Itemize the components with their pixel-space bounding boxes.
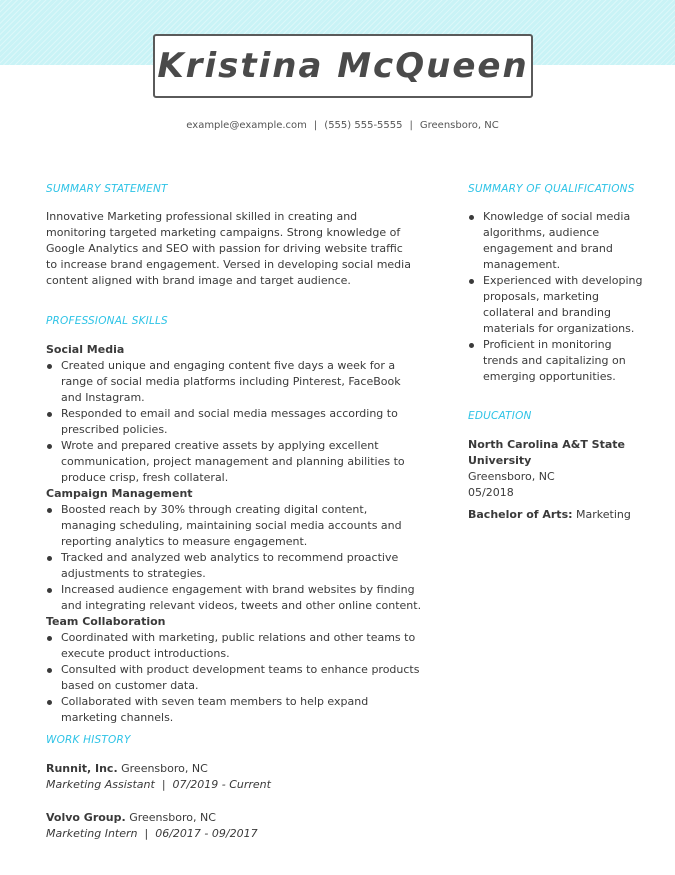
contact-separator: | <box>409 120 413 131</box>
list-item: Wrote and prepared creative assets by applying excellent communication, project management and planning abilities to produce crisp, fresh collateral. <box>46 438 424 486</box>
name-box <box>153 34 533 98</box>
qualifications-section <box>468 209 648 385</box>
work-dates: 07/2019 - Current <box>172 778 271 791</box>
list-item: Collaborated with seven team members to help expand marketing channels. <box>46 694 424 726</box>
education-date: 05/2018 <box>468 486 514 499</box>
contact-phone: (555) 555-5555 <box>324 120 403 131</box>
list-item: Knowledge of social media algorithms, audience engagement and brand management. <box>468 209 648 273</box>
list-item: Coordinated with marketing, public relations and other teams to execute product introductions. <box>46 630 424 662</box>
contact-location: Greensboro, NC <box>419 120 499 131</box>
work-location: Greensboro, NC <box>121 762 208 775</box>
education-section <box>468 437 648 523</box>
qualifications-heading: SUMMARY OF QUALIFICATIONS <box>468 183 635 195</box>
list-item: Created unique and engaging content five days a week for a range of social media platforms including Pinterest, FaceBook and Instagram. <box>46 358 424 406</box>
skill-group-list <box>46 630 424 726</box>
list-item: Consulted with product development teams to enhance products based on customer data. <box>46 662 424 694</box>
skills-section <box>46 342 424 726</box>
skill-group-list <box>46 358 424 486</box>
work-entry <box>46 810 424 842</box>
contact-line <box>0 120 675 131</box>
summary-text: Innovative Marketing professional skilled in creating and monitoring targeted marketing campaigns. Strong knowledge of Google Analytics and SEO with passion for driving website traffic to increase brand engagement. Versed in developing social media content aligned with brand image and target audience. <box>46 210 411 287</box>
work-title: Marketing Assistant <box>46 778 155 791</box>
work-company: Runnit, Inc. <box>46 762 118 775</box>
education-degree-field: Marketing <box>576 508 631 521</box>
work-title: Marketing Intern <box>46 827 138 840</box>
work-company: Volvo Group. <box>46 811 126 824</box>
contact-separator: | <box>313 120 318 131</box>
education-degree-label: Bachelor of Arts: <box>468 508 573 521</box>
skill-group-list <box>46 502 424 614</box>
skills-heading: PROFESSIONAL SKILLS <box>46 315 168 327</box>
qualifications-list <box>468 209 648 385</box>
list-item: Experienced with developing proposals, marketing collateral and branding materials for organizations. <box>468 273 648 337</box>
work-separator: | <box>137 827 156 840</box>
list-item: Tracked and analyzed web analytics to recommend proactive adjustments to strategies. <box>46 550 424 582</box>
education-school: North Carolina A&T State University <box>468 438 625 467</box>
education-heading: EDUCATION <box>468 410 532 422</box>
list-item: Boosted reach by 30% through creating digital content, managing scheduling, maintaining social media accounts and reporting analytics to measure engagement. <box>46 502 424 550</box>
contact-email: example@example.com <box>186 120 307 131</box>
education-location: Greensboro, NC <box>468 470 555 483</box>
list-item: Proficient in monitoring trends and capitalizing on emerging opportunities. <box>468 337 648 385</box>
work-separator: | <box>154 778 173 791</box>
skill-group-title: Social Media <box>46 343 125 356</box>
work-heading: WORK HISTORY <box>46 734 131 746</box>
work-location: Greensboro, NC <box>129 811 216 824</box>
list-item: Responded to email and social media messages according to prescribed policies. <box>46 406 424 438</box>
summary-heading: SUMMARY STATEMENT <box>46 183 168 195</box>
list-item: Increased audience engagement with brand websites by finding and integrating relevant videos, tweets and other online content. <box>46 582 424 614</box>
work-entry <box>46 761 424 793</box>
work-dates: 06/2017 - 09/2017 <box>155 827 258 840</box>
skill-group-title: Team Collaboration <box>46 615 166 628</box>
skill-group-title: Campaign Management <box>46 487 193 500</box>
candidate-name: Kristina McQueen <box>157 46 529 86</box>
